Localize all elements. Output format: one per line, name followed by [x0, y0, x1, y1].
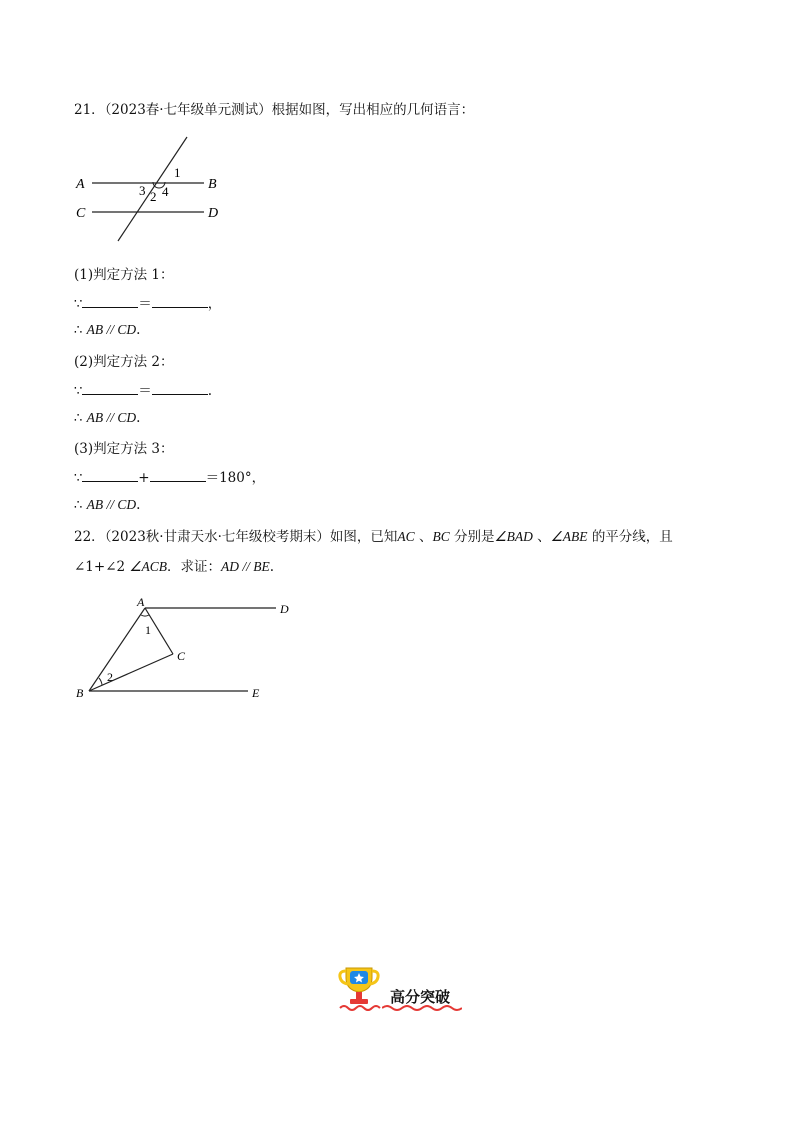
- angle-abe: ∠ABE: [550, 529, 588, 544]
- label-b: B: [76, 686, 84, 700]
- q22-text-3: 的平分线，且: [591, 529, 673, 545]
- footer-logo: [338, 962, 478, 1012]
- answer-blank[interactable]: [150, 469, 206, 482]
- q22-number: 22．: [74, 529, 105, 545]
- q21-part2-reason: [74, 382, 212, 401]
- wave-decoration: [382, 1004, 462, 1012]
- q22-text-2: 分别是: [454, 529, 495, 545]
- period: .: [136, 410, 141, 426]
- answer-blank[interactable]: [82, 382, 138, 395]
- q22-figure: [70, 594, 300, 706]
- q21-number: 21．: [74, 102, 105, 118]
- q21-figure: [70, 132, 240, 244]
- equals-sign: ＝: [138, 296, 152, 312]
- q22-source: （2023秋·甘肃天水·七年级校考期末）: [104, 529, 330, 545]
- label-d: D: [208, 206, 219, 221]
- angle-3-label: 3: [139, 183, 146, 198]
- angle-1-label: 1: [145, 623, 151, 637]
- angle-sum: ∠1+∠2: [74, 559, 126, 575]
- q21-part3-reason: [74, 469, 265, 488]
- equals-180: ＝180°: [205, 470, 252, 486]
- angle-2-arc: [99, 678, 102, 685]
- segment-bc: BC: [432, 529, 450, 544]
- label-c: C: [177, 649, 186, 663]
- angle-bad: ∠BAD: [494, 529, 533, 544]
- label-d: D: [280, 602, 289, 616]
- answer-blank[interactable]: [82, 469, 138, 482]
- conclusion-text: AB // CD: [86, 497, 137, 512]
- period: .: [269, 559, 275, 575]
- angle-acb: ∠ACB: [129, 559, 168, 574]
- therefore-symbol: ∴: [74, 411, 83, 426]
- conclusion-text: AB // CD: [86, 322, 137, 337]
- q21-part3-conclusion: [74, 496, 140, 515]
- answer-blank[interactable]: [152, 382, 208, 395]
- q21-part2-title: (2)判定方法 2：: [74, 354, 174, 370]
- q22-text-1: 如图，已知: [329, 529, 398, 545]
- therefore-symbol: ∴: [74, 323, 83, 338]
- prove-conclusion: AD // BE: [221, 559, 270, 574]
- q22-line-2: [74, 558, 274, 576]
- angle-1-label: 1: [174, 165, 181, 180]
- because-symbol: ∵: [74, 297, 83, 312]
- equals-sign: ＝: [138, 383, 152, 399]
- q21-header: [74, 101, 474, 119]
- angle-2-label: 2: [107, 670, 113, 684]
- q21-part1-conclusion: [74, 321, 140, 340]
- segment-ac: AC: [397, 529, 415, 544]
- label-a: A: [76, 177, 85, 192]
- label-e: E: [252, 686, 260, 700]
- period: .: [136, 497, 141, 513]
- punctuation: ，: [251, 470, 266, 486]
- q22-line-1: [74, 528, 673, 546]
- punctuation: .: [207, 383, 213, 399]
- q21-part2-conclusion: [74, 409, 140, 428]
- angle-4-label: 4: [162, 184, 169, 199]
- trophy-icon: [338, 962, 386, 1012]
- period: .: [136, 322, 141, 338]
- footer-text: 高分突破: [390, 988, 451, 1006]
- angle-2-label: 2: [150, 189, 157, 204]
- because-symbol: ∵: [74, 471, 83, 486]
- q21-part3-title: (3)判定方法 3：: [74, 441, 174, 457]
- label-a: A: [137, 595, 145, 609]
- separator: 、: [537, 529, 551, 545]
- label-c: C: [76, 206, 86, 221]
- q21-part1-reason: [74, 295, 221, 314]
- therefore-symbol: ∴: [74, 498, 83, 513]
- answer-blank[interactable]: [82, 295, 138, 308]
- q21-source: （2023春·七年级单元测试）: [104, 102, 272, 118]
- q21-part1-title: (1)判定方法 1：: [74, 267, 174, 283]
- separator: 、: [418, 529, 433, 545]
- answer-blank[interactable]: [152, 295, 208, 308]
- prove-text: ．求证：: [167, 559, 222, 575]
- q21-prompt: 根据如图，写出相应的几何语言：: [271, 102, 475, 118]
- angle-1-arc: [141, 615, 149, 616]
- plus-sign: +: [138, 470, 150, 486]
- label-b: B: [208, 177, 217, 192]
- because-symbol: ∵: [74, 384, 83, 399]
- punctuation: ，: [207, 296, 222, 312]
- conclusion-text: AB // CD: [86, 410, 137, 425]
